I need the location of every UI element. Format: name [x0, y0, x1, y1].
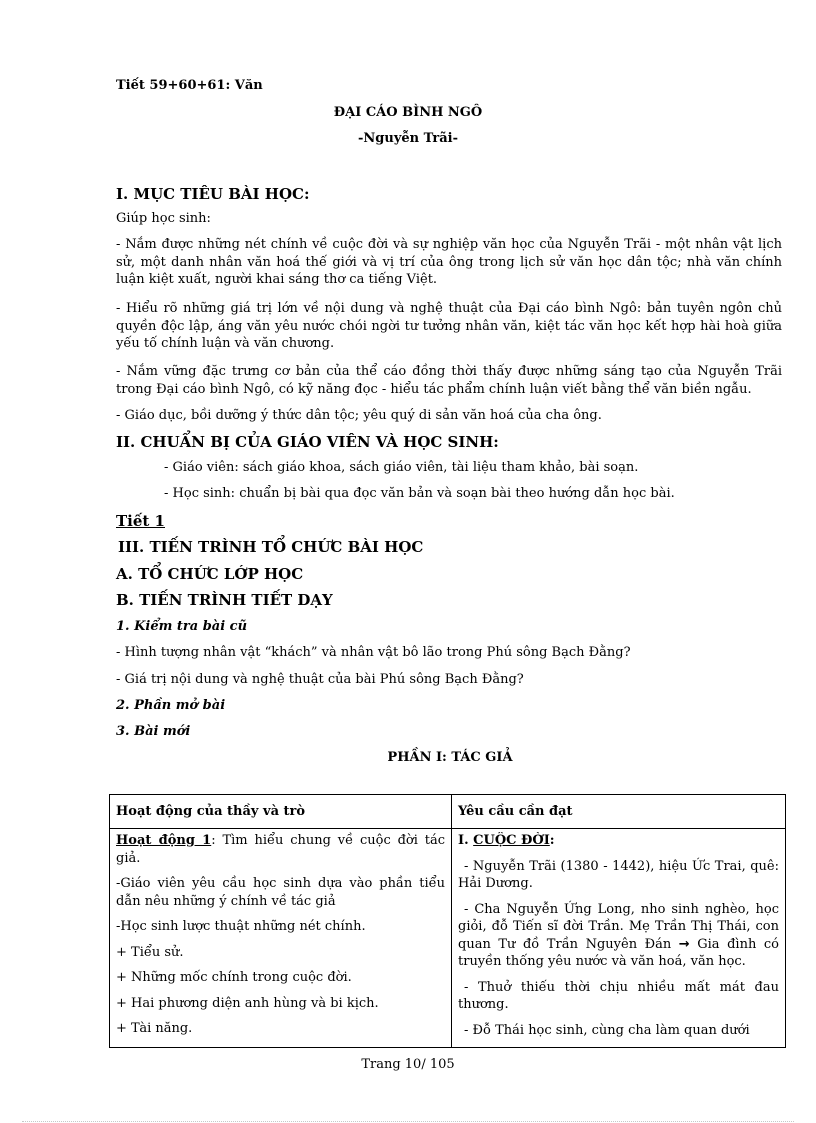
heading-prefix: I.	[458, 833, 474, 848]
requirements-heading	[458, 832, 779, 850]
requirement-text: - Cha Nguyễn Ứng Long, nho sinh nghèo, học giỏi, đỗ Tiến sĩ đời Trần. Mẹ Trần Thị Thái, con quan Tư đồ Trần Nguyên Đán	[458, 901, 779, 952]
author-name: -Nguyễn Trãi-	[358, 131, 458, 146]
lesson-header: Tiết 59+60+61: Văn	[116, 78, 263, 93]
objective-item: - Nắm được những nét chính về cuộc đời và sự nghiệp văn học của Nguyễn Trãi - một nhân vật lịch sử, một danh nhân văn hoá thế giới và vị trí của ông trong lịch sử văn học dân tộc; nhà văn chính luận kiệt xuất, người khai sáng thơ ca tiếng Việt.	[116, 237, 782, 287]
preparation-item: - Giáo viên: sách giáo khoa, sách giáo viên, tài liệu tham khảo, bài soạn.	[164, 460, 639, 475]
activity-line: + Hai phương diện anh hùng và bi kịch.	[116, 995, 379, 1011]
objective-item: - Nắm vững đặc trưng cơ bản của thể cáo đồng thời thấy được những sáng tạo của Nguyễn Trãi trong Đại cáo bình Ngô, có kỹ năng đọc - hiểu tác phẩm chính luận viết bằng thể văn biền ngẫu.	[116, 364, 782, 397]
section2-heading: II. CHUẨN BỊ CỦA GIÁO VIÊN VÀ HỌC SINH:	[116, 433, 499, 451]
section3-heading: III. TIẾN TRÌNH TỔ CHỨC BÀI HỌC	[118, 538, 424, 556]
section1-heading: I. MỤC TIÊU BÀI HỌC:	[116, 185, 310, 203]
objective-item: - Hiểu rõ những giá trị lớn về nội dung và nghệ thuật của Đại cáo bình Ngô: bản tuyên ngôn chủ quyền độc lập, áng văn yêu nước chói ngời tư tưởng nhân văn, kiệt tác văn học kết hợp hài hoà giữa yếu tố chính luận và văn chương.	[116, 301, 782, 351]
activity-line: -Học sinh lược thuật những nét chính.	[116, 919, 366, 934]
activity-label: Hoạt động 1	[116, 833, 212, 848]
activity-line: + Những mốc chính trong cuộc đời.	[116, 970, 352, 985]
document-title: ĐẠI CÁO BÌNH NGÔ	[333, 105, 483, 120]
subsection-b: B. TIẾN TRÌNH TIẾT DẠY	[116, 591, 333, 609]
activity-line: -Giáo viên yêu cầu học sinh dựa vào phần tiểu dẫn nêu những ý chính về tác giả	[116, 876, 445, 909]
requirement-paragraph: - Nguyễn Trãi (1380 - 1442), hiệu Ức Trai, quê: Hải Dương.	[458, 858, 779, 891]
step-heading: 2. Phần mở bài	[116, 698, 226, 713]
review-question: - Giá trị nội dung và nghệ thuật của bài Phú sông Bạch Đằng?	[116, 672, 524, 687]
arrow-right-icon: →	[678, 936, 690, 952]
lesson-table	[109, 794, 786, 1048]
activity-intro	[116, 832, 445, 867]
activity-text: : Tìm hiểu chung về cuộc đời tác giả.	[116, 833, 445, 866]
activity-line: + Tiểu sử.	[116, 944, 184, 960]
preparation-item: - Học sinh: chuẩn bị bài qua đọc văn bản và soạn bài theo hướng dẫn học bài.	[164, 486, 675, 501]
table-row	[110, 829, 786, 1048]
requirement-paragraph	[458, 901, 779, 971]
section1-intro: Giúp học sinh:	[116, 211, 211, 226]
table-header-activities: Hoạt động của thầy và trò	[110, 795, 452, 829]
activity-line: + Tài năng.	[116, 1021, 193, 1036]
page-bottom-divider	[22, 1121, 794, 1122]
part-heading: PHẦN I: TÁC GIẢ	[387, 750, 513, 765]
page-number: Trang 10/ 105	[361, 1057, 455, 1072]
period-label: Tiết 1	[116, 512, 165, 530]
requirement-paragraph: - Thuở thiếu thời chịu nhiều mất mát đau thương.	[458, 979, 779, 1012]
table-header-row	[110, 795, 786, 829]
requirements-cell	[452, 829, 786, 1048]
step-heading: 3. Bài mới	[116, 724, 191, 739]
heading-underlined: CUỘC ĐỜI	[473, 833, 550, 848]
step-heading: 1. Kiểm tra bài cũ	[116, 619, 248, 634]
review-question: - Hình tượng nhân vật “khách” và nhân vật bô lão trong Phú sông Bạch Đằng?	[116, 645, 631, 660]
requirement-text: Gia đình có truyền thống yêu nước và văn hoá, văn học.	[458, 936, 779, 969]
requirement-paragraph: - Đỗ Thái học sinh, cùng cha làm quan dưới	[464, 1022, 750, 1038]
heading-suffix: :	[549, 833, 555, 848]
table-header-requirements: Yêu cầu cần đạt	[452, 795, 786, 829]
activities-cell	[110, 829, 452, 1048]
objective-item: - Giáo dục, bồi dưỡng ý thức dân tộc; yêu quý di sản văn hoá của cha ông.	[116, 408, 602, 423]
subsection-a: A. TỔ CHỨC LỚP HỌC	[116, 565, 304, 583]
